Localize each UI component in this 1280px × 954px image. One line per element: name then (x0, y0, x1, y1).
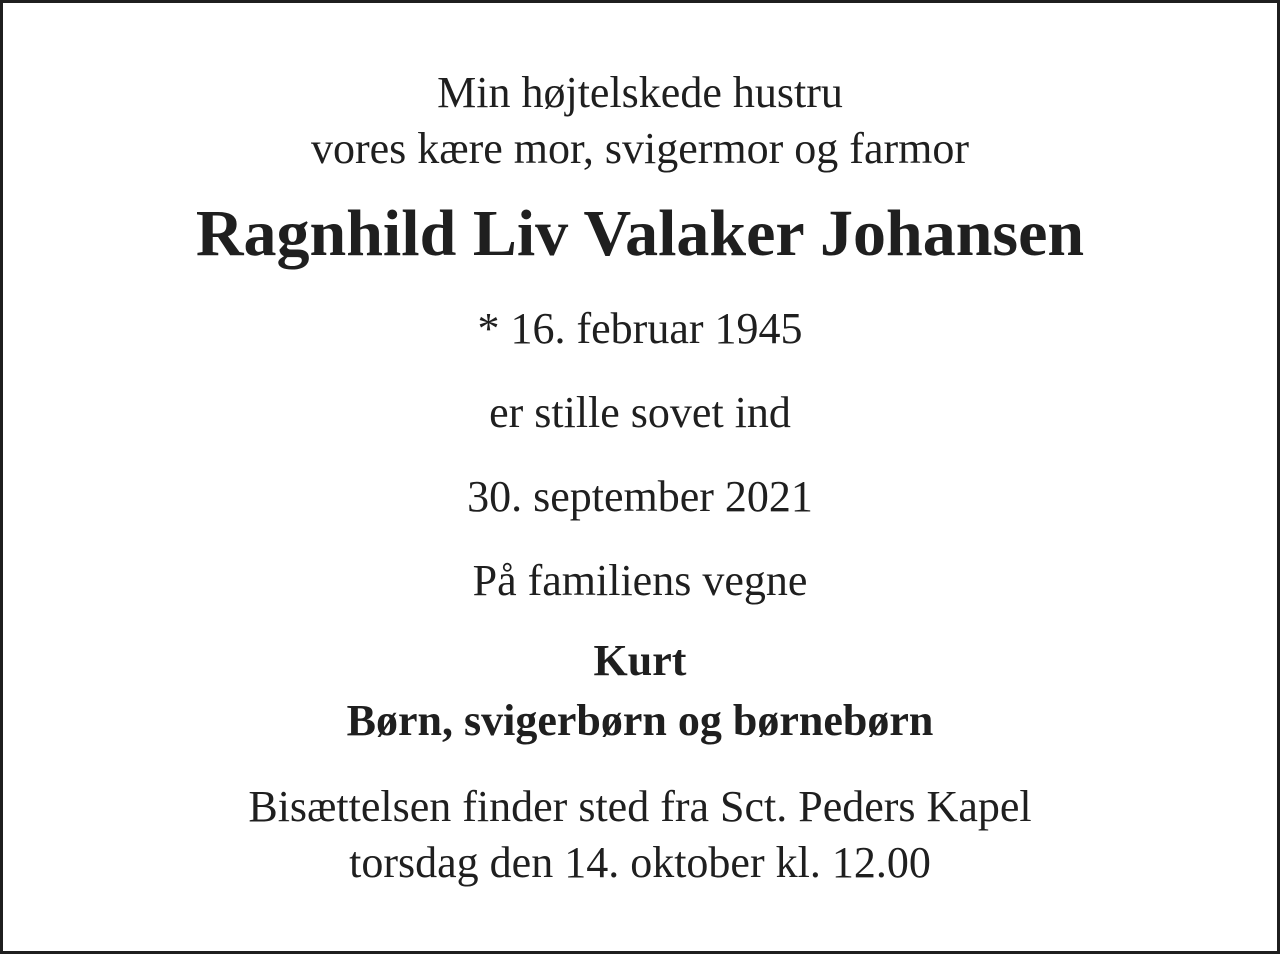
intro-line-2: vores kære mor, svigermor og farmor (310, 124, 970, 173)
death-date: 30. september 2021 (467, 472, 813, 521)
passed-away-text: er stille sovet ind (489, 388, 791, 437)
signer-secondary: Børn, svigerbørn og børnebørn (346, 696, 934, 745)
deceased-name: Ragnhild Liv Valaker Johansen (195, 197, 1085, 270)
family-intro: På familiens vegne (472, 556, 808, 605)
funeral-time: torsdag den 14. oktober kl. 12.00 (349, 838, 931, 887)
funeral-location: Bisættelsen finder sted fra Sct. Peders Kapel (248, 782, 1032, 831)
intro-line-1: Min højtelskede hustru (437, 68, 843, 117)
signer-primary: Kurt (593, 636, 687, 685)
birth-date: * 16. februar 1945 (477, 304, 803, 353)
